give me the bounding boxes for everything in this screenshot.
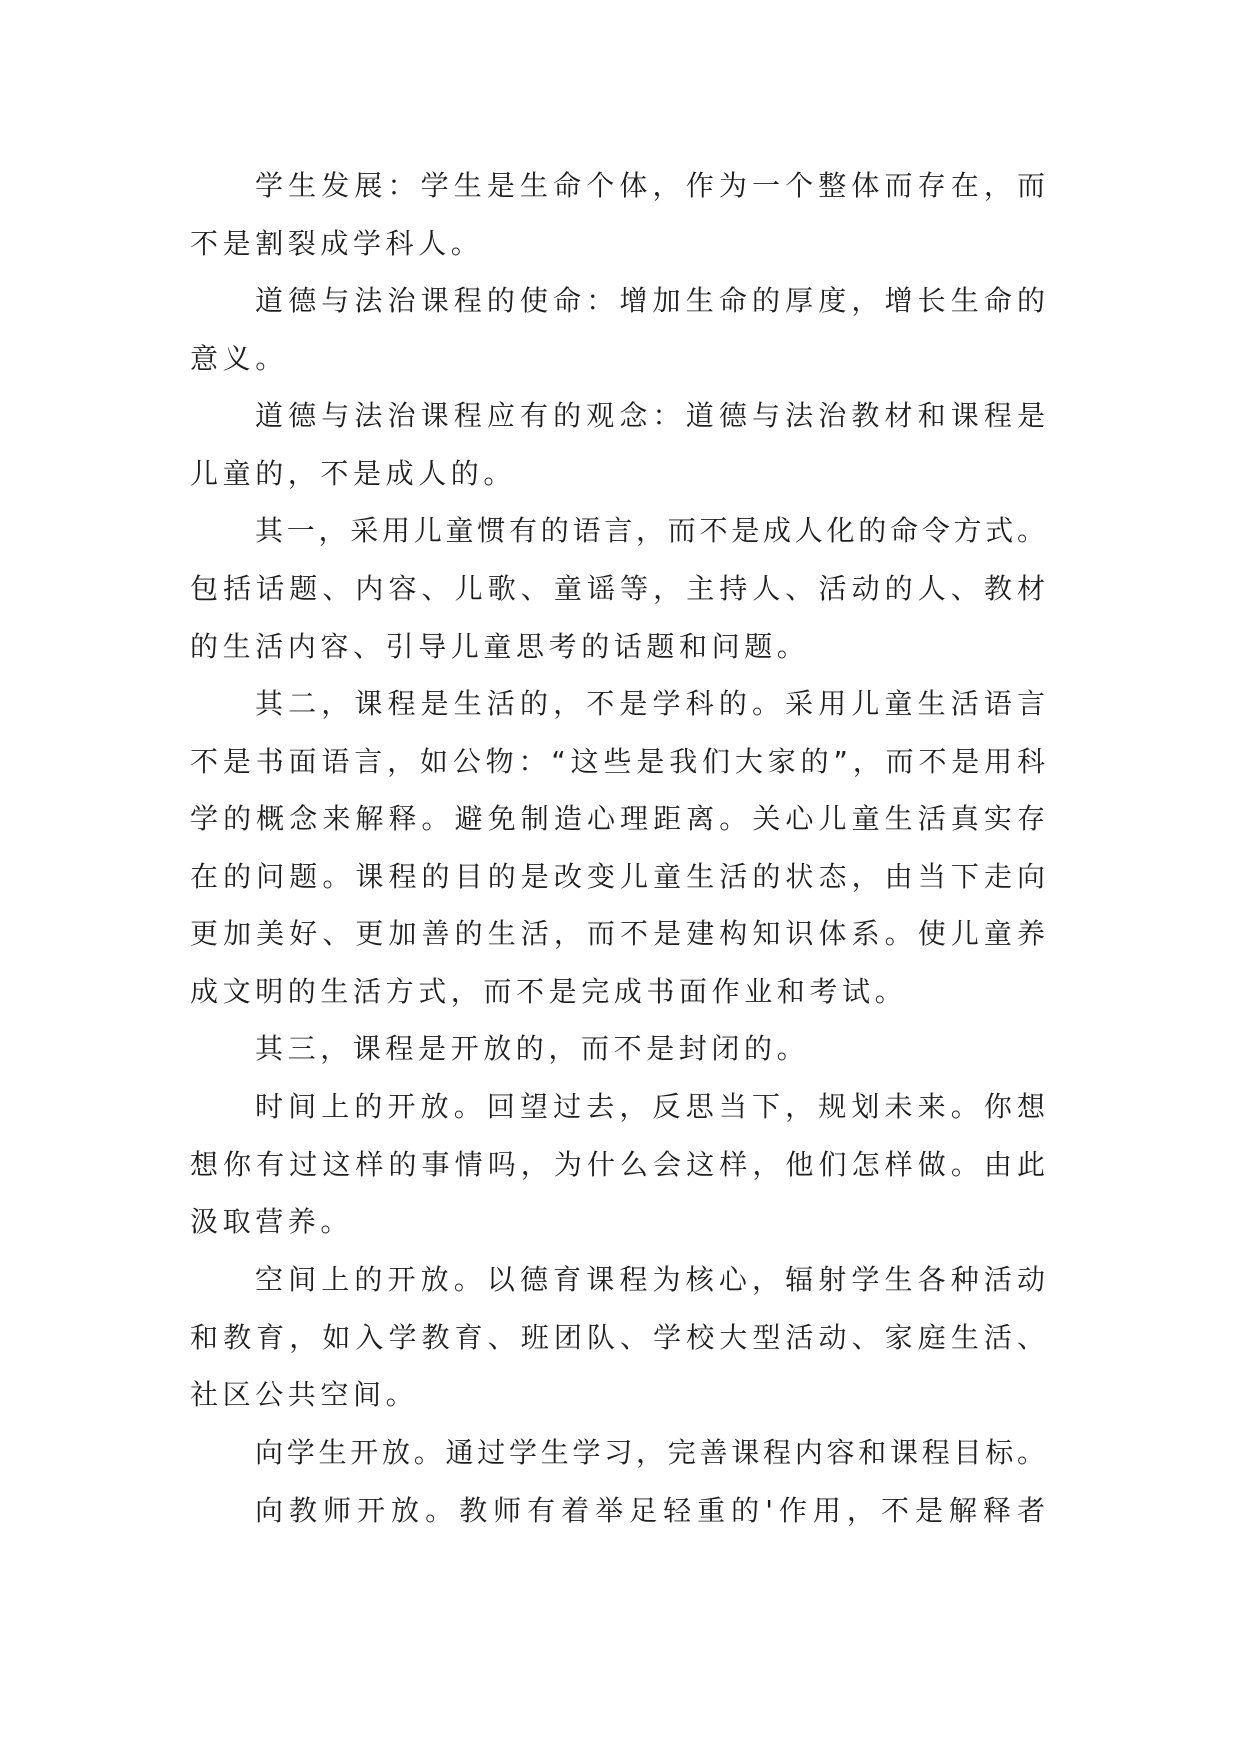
- text-line: 不是书面语言，如公物：“这些是我们大家的”，而不是用科: [190, 745, 1045, 778]
- text-line: 时间上的开放。回望过去，反思当下，规划未来。你想: [255, 1090, 1045, 1123]
- text-line: 意义。: [190, 342, 288, 375]
- text-line: 汲取营养。: [190, 1205, 354, 1238]
- text-line: 和教育，如入学教育、班团队、学校大型活动、家庭生活、: [190, 1321, 1045, 1354]
- text-line: 其二，课程是生活的，不是学科的。采用儿童生活语言: [255, 687, 1045, 720]
- text-line: 社区公共空间。: [190, 1378, 419, 1411]
- text-line: 向学生开放。通过学生学习，完善课程内容和课程目标。: [255, 1436, 1045, 1469]
- text-line: 的生活内容、引导儿童思考的话题和问题。: [190, 630, 810, 663]
- text-line: 想你有过这样的事情吗，为什么会这样，他们怎样做。由此: [190, 1148, 1045, 1181]
- text-line: 向教师开放。教师有着举足轻重的'作用，不是解释者: [255, 1494, 1045, 1527]
- text-line: 其一，采用儿童惯有的语言，而不是成人化的命令方式。: [255, 514, 1045, 547]
- text-line: 不是割裂成学科人。: [190, 227, 484, 260]
- text-line: 道德与法治课程的使命：增加生命的厚度，增长生命的: [255, 284, 1045, 317]
- text-line: 学生发展：学生是生命个体，作为一个整体而存在，而: [255, 169, 1045, 202]
- text-line: 儿童的，不是成人的。: [190, 457, 517, 490]
- text-line: 学的概念来解释。避免制造心理距离。关心儿童生活真实存: [190, 802, 1045, 835]
- text-line: 成文明的生活方式，而不是完成书面作业和考试。: [190, 975, 908, 1008]
- text-line: 在的问题。课程的目的是改变儿童生活的状态，由当下走向: [190, 860, 1045, 893]
- text-line: 更加美好、更加善的生活，而不是建构知识体系。使儿童养: [190, 917, 1045, 950]
- text-line: 道德与法治课程应有的观念：道德与法治教材和课程是: [255, 399, 1045, 432]
- text-line: 包括话题、内容、儿歌、童谣等，主持人、活动的人、教材: [190, 572, 1045, 605]
- text-line: 其三，课程是开放的，而不是封闭的。: [255, 1032, 810, 1065]
- text-line: 空间上的开放。以德育课程为核心，辐射学生各种活动: [255, 1263, 1045, 1296]
